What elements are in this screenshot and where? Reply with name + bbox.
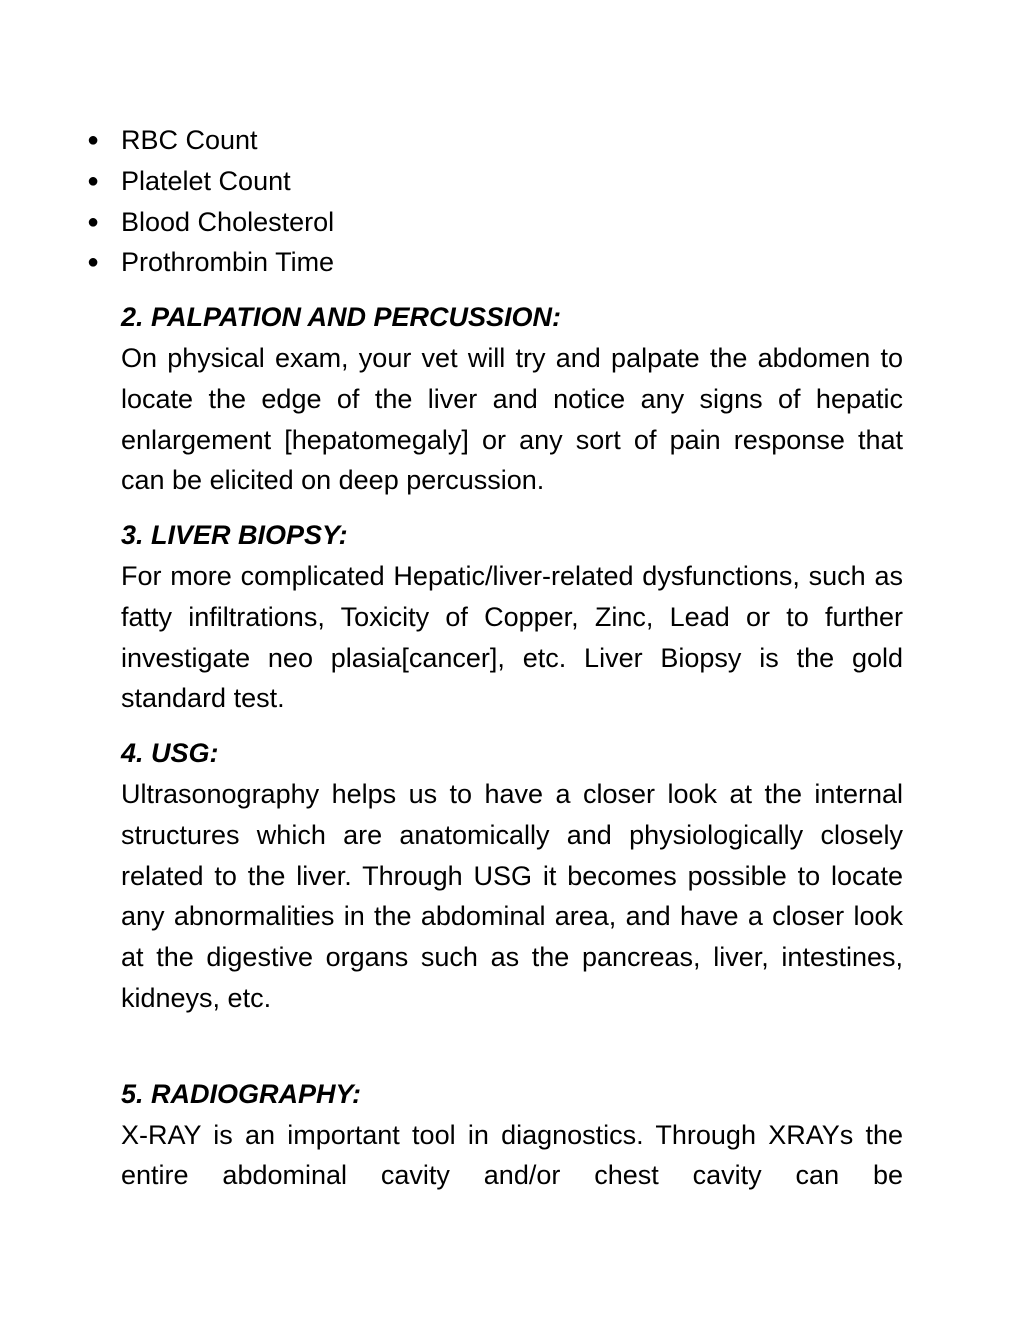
section-body: Ultrasonography helps us to have a closer look at the internal structures which are anatomically and physiologically closely related to the liver. Through USG it becomes possible to locate any abnormalities in the abdominal area, and have a closer look at the digestive organs such as the pancreas, liver, intestines, kidneys, etc.	[121, 778, 903, 1013]
section-body: On physical exam, your vet will try and palpate the abdomen to locate the edge of the liver and notice any signs of hepatic enlargement [hepatomegaly] or any sort of pain response that can be elicited on deep percussion.	[121, 342, 903, 496]
list-item	[87, 242, 903, 283]
section-body: For more complicated Hepatic/liver-related dysfunctions, such as fatty infiltrations, Toxicity of Copper, Zinc, Lead or to further investigate neo plasia[cancer], etc. Liver Biopsy is the gold standard test.	[121, 560, 903, 714]
section-body: X-RAY is an important tool in diagnostics. Through XRAYs the entire abdominal cavity and/or chest cavity can be	[121, 1119, 903, 1191]
bullet-icon: ●	[87, 169, 100, 192]
list-item	[87, 161, 903, 202]
page-content	[87, 120, 903, 1196]
test-list	[87, 120, 903, 283]
list-item-text: Platelet Count	[121, 165, 291, 196]
list-item-text: Blood Cholesterol	[121, 206, 335, 237]
list-item	[87, 120, 903, 161]
section-heading: 2. PALPATION AND PERCUSSION:	[121, 302, 562, 333]
section-palpation	[121, 297, 903, 501]
list-item-text: Prothrombin Time	[121, 247, 335, 278]
section-heading: 4. USG:	[121, 738, 219, 769]
section-liver-biopsy	[121, 515, 903, 719]
section-radiography	[121, 1074, 903, 1196]
list-item-text: RBC Count	[121, 125, 258, 155]
bullet-icon: ●	[87, 210, 100, 233]
bullet-icon: ●	[87, 251, 100, 274]
section-heading: 3. LIVER BIOPSY:	[121, 520, 348, 551]
section-usg	[121, 733, 903, 1019]
list-item	[87, 202, 903, 243]
section-heading: 5. RADIOGRAPHY:	[121, 1078, 362, 1109]
bullet-icon: ●	[87, 129, 100, 151]
